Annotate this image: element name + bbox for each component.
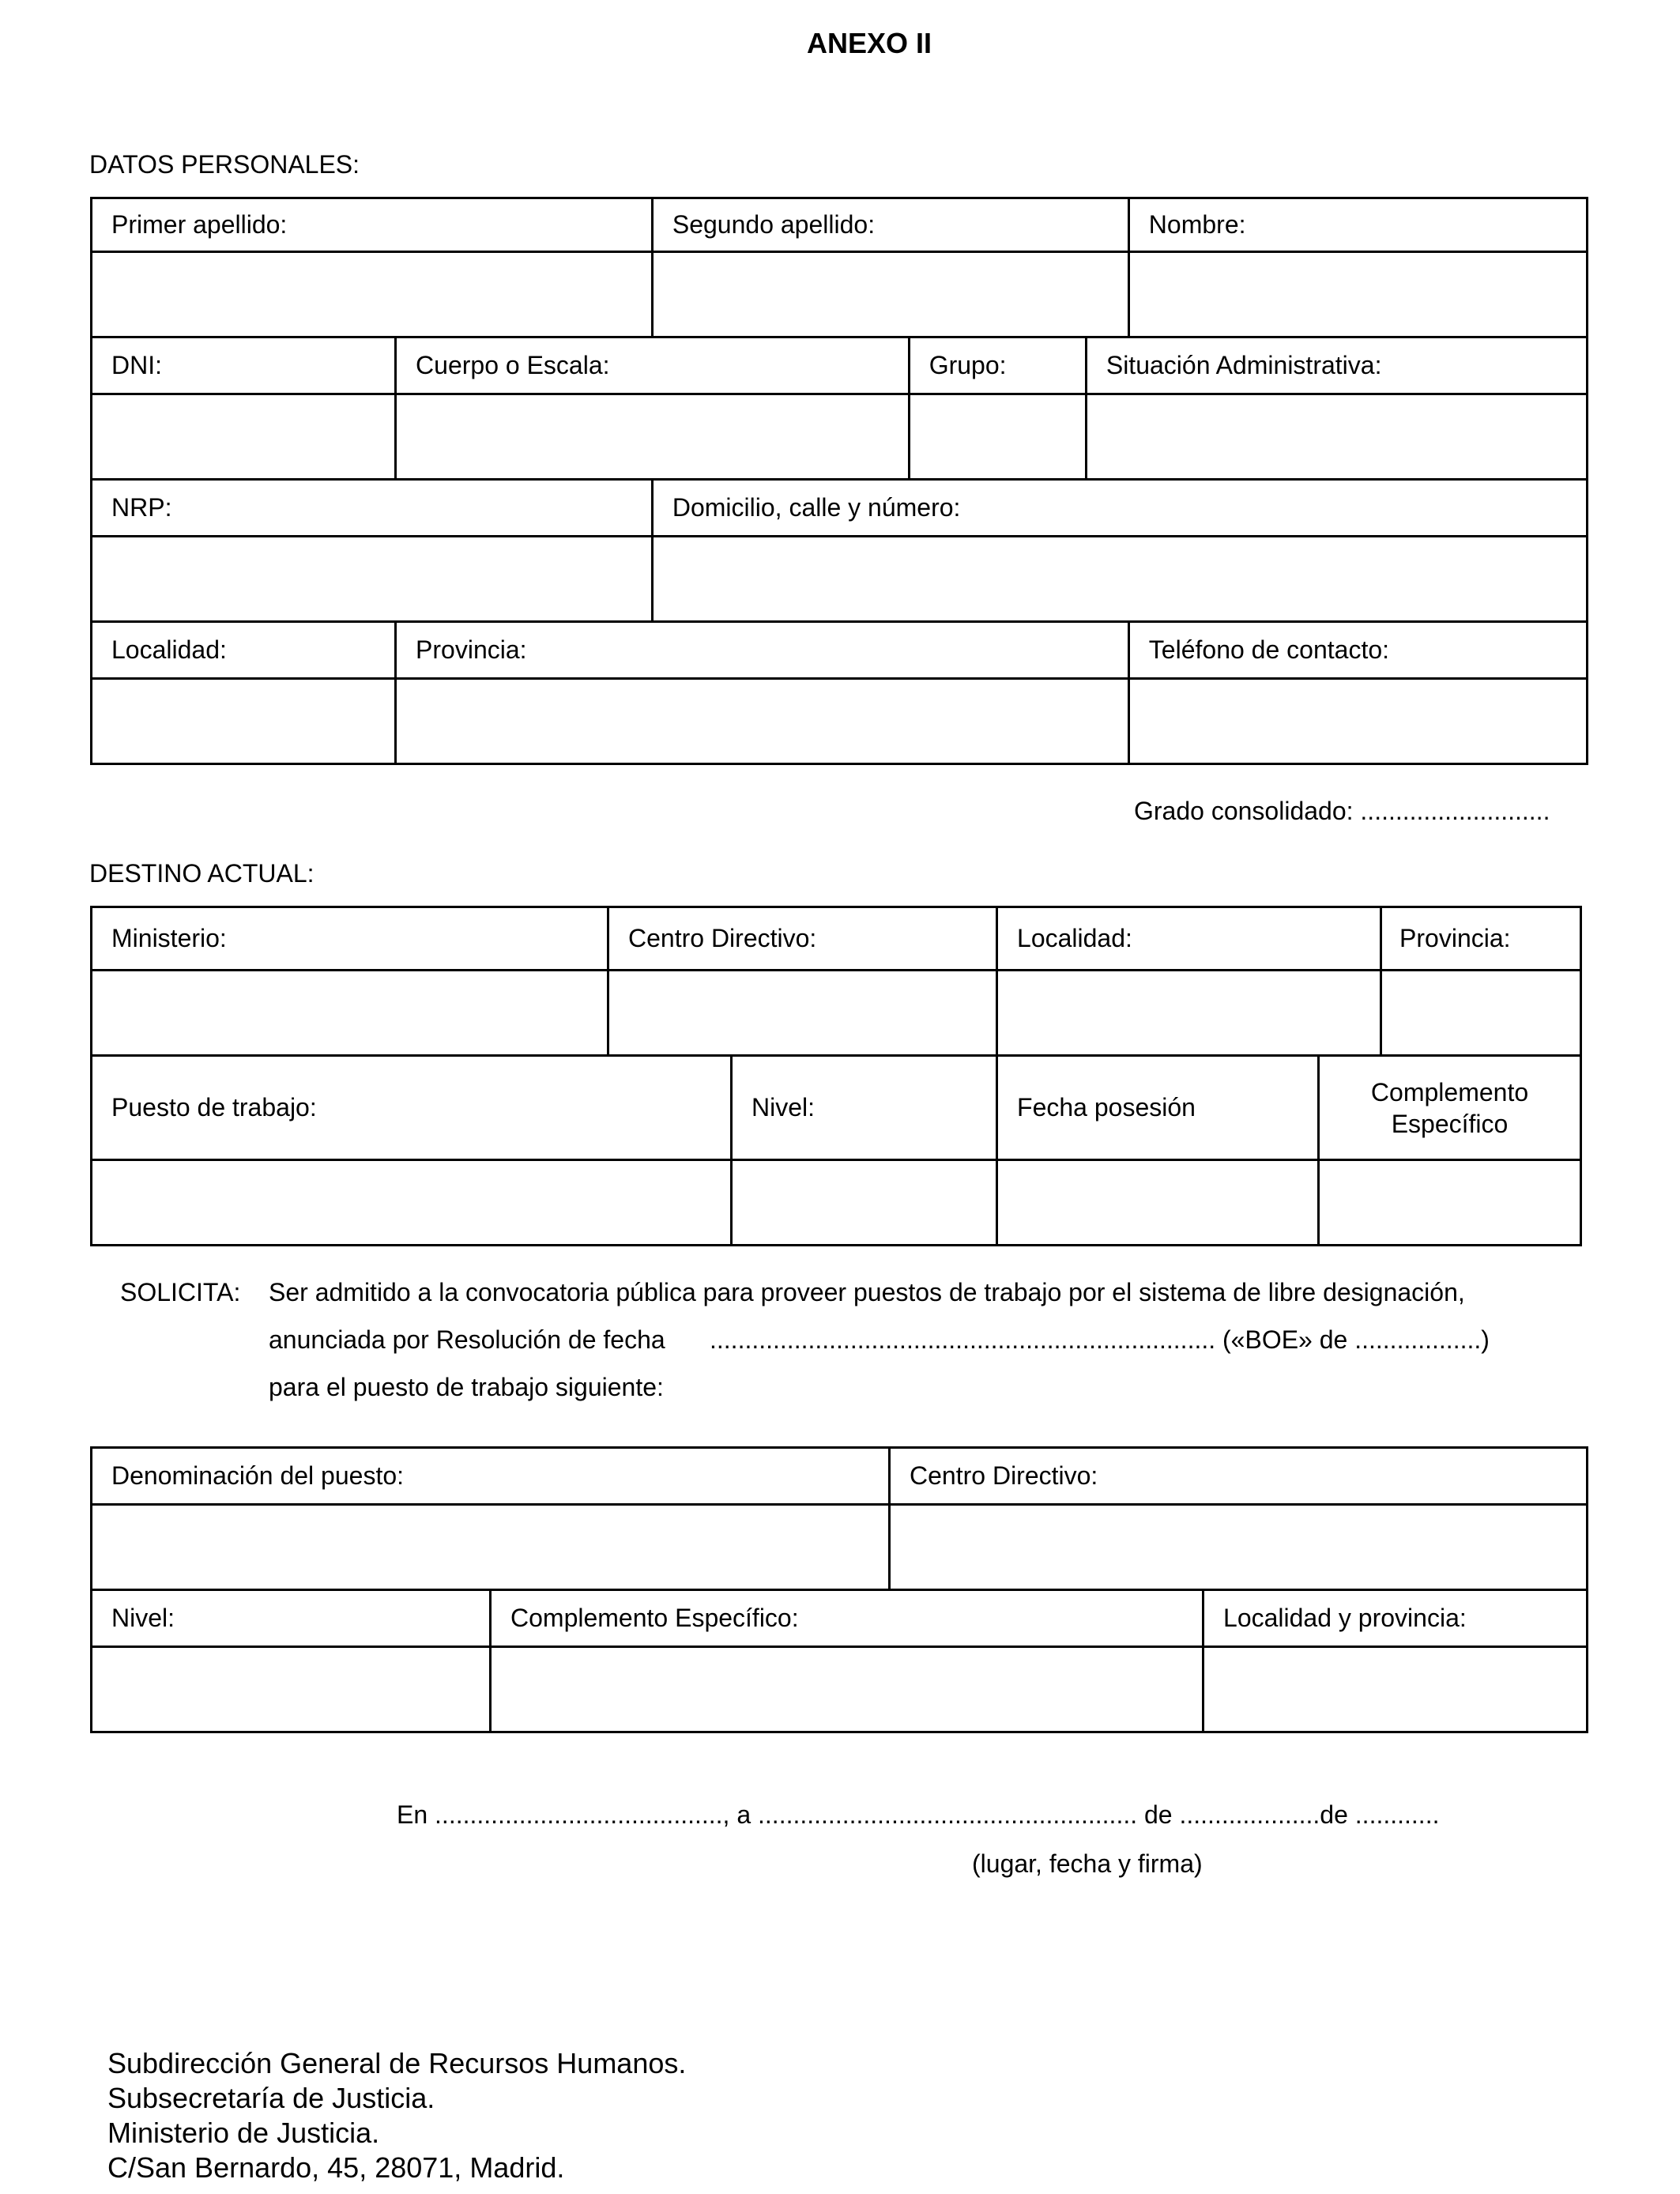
firma-caption: (lugar, fecha y firma) — [972, 1849, 1203, 1878]
label-segundo-apellido: Segundo apellido: — [652, 198, 1128, 252]
label-nombre: Nombre: — [1128, 198, 1587, 252]
address-block — [107, 2046, 686, 2185]
cuerpo-escala-field[interactable] — [396, 394, 910, 480]
localidad-field[interactable] — [92, 679, 396, 764]
provincia-destino-field[interactable] — [1381, 971, 1581, 1056]
document-title: ANEXO II — [806, 27, 932, 59]
label-domicilio: Domicilio, calle y número: — [652, 480, 1587, 537]
label-centro-directivo: Centro Directivo: — [608, 907, 997, 971]
solicita-line-3: para el puesto de trabajo siguiente: — [269, 1373, 664, 1401]
nivel-puesto-field[interactable] — [92, 1647, 491, 1732]
localidad-destino-field[interactable] — [997, 971, 1381, 1056]
segundo-apellido-field[interactable] — [652, 252, 1128, 337]
label-provincia: Provincia: — [396, 622, 1129, 679]
centro-directivo-field[interactable] — [608, 971, 997, 1056]
label-localidad-provincia: Localidad y provincia: — [1203, 1590, 1588, 1647]
nivel-destino-field[interactable] — [732, 1160, 997, 1246]
localidad-provincia-field[interactable] — [1203, 1647, 1588, 1732]
address-line-1: Subdirección General de Recursos Humanos. — [107, 2047, 687, 2079]
nombre-field[interactable] — [1128, 252, 1587, 337]
label-centro-directivo-puesto: Centro Directivo: — [890, 1448, 1588, 1505]
destino-actual-table — [90, 906, 1582, 1246]
puesto-solicitado-table — [90, 1446, 1588, 1733]
solicita-line-1: Ser admitido a la convocatoria pública para proveer puestos de trabajo por el sistema de libre designación, — [269, 1278, 1465, 1306]
label-complemento-especifico — [1319, 1056, 1581, 1160]
ministerio-field[interactable] — [92, 971, 608, 1056]
label-complemento-puesto: Complemento Específico: — [491, 1590, 1203, 1647]
solicita-line-2a: anunciada por Resolución de fecha — [269, 1325, 665, 1354]
telefono-field[interactable] — [1128, 679, 1587, 764]
label-grupo: Grupo: — [909, 337, 1086, 394]
complemento-line-2: Específico — [1391, 1109, 1509, 1138]
grado-consolidado-line: Grado consolidado: ........................... — [1134, 797, 1550, 825]
label-cuerpo-escala: Cuerpo o Escala: — [396, 337, 910, 394]
personal-data-table — [90, 197, 1588, 765]
label-nivel-destino: Nivel: — [732, 1056, 997, 1160]
label-dni: DNI: — [92, 337, 396, 394]
grupo-field[interactable] — [909, 394, 1086, 480]
label-puesto-trabajo: Puesto de trabajo: — [92, 1056, 732, 1160]
section-heading-personal: DATOS PERSONALES: — [89, 150, 360, 179]
solicita-line-2b: ........................................................................ («BOE» de ..................) — [710, 1325, 1490, 1354]
label-nivel-puesto: Nivel: — [92, 1590, 491, 1647]
address-line-2: Subsecretaría de Justicia. — [107, 2082, 435, 2114]
label-localidad: Localidad: — [92, 622, 396, 679]
firma-line: En ........................................., a ...................................................... de ....................de ............ — [397, 1800, 1440, 1829]
address-line-4: C/San Bernardo, 45, 28071, Madrid. — [107, 2151, 565, 2184]
centro-directivo-puesto-field[interactable] — [890, 1505, 1588, 1590]
label-provincia-destino: Provincia: — [1381, 907, 1581, 971]
solicita-label: SOLICITA: — [120, 1278, 241, 1306]
label-denominacion-puesto: Denominación del puesto: — [92, 1448, 890, 1505]
primer-apellido-field[interactable] — [92, 252, 653, 337]
nrp-field[interactable] — [92, 537, 653, 622]
dni-field[interactable] — [92, 394, 396, 480]
domicilio-field[interactable] — [652, 537, 1587, 622]
fecha-posesion-field[interactable] — [997, 1160, 1319, 1246]
label-primer-apellido: Primer apellido: — [92, 198, 653, 252]
label-situacion-administrativa: Situación Administrativa: — [1086, 337, 1587, 394]
label-fecha-posesion: Fecha posesión — [997, 1056, 1319, 1160]
label-localidad-destino: Localidad: — [997, 907, 1381, 971]
label-ministerio: Ministerio: — [92, 907, 608, 971]
address-line-3: Ministerio de Justicia. — [107, 2117, 380, 2149]
complemento-line-1: Complemento — [1370, 1077, 1529, 1106]
section-heading-destino: DESTINO ACTUAL: — [89, 859, 315, 888]
complemento-puesto-field[interactable] — [491, 1647, 1203, 1732]
denominacion-puesto-field[interactable] — [92, 1505, 890, 1590]
label-nrp: NRP: — [92, 480, 653, 537]
situacion-administrativa-field[interactable] — [1086, 394, 1587, 480]
puesto-trabajo-field[interactable] — [92, 1160, 732, 1246]
complemento-especifico-field[interactable] — [1319, 1160, 1581, 1246]
provincia-field[interactable] — [396, 679, 1129, 764]
label-telefono: Teléfono de contacto: — [1128, 622, 1587, 679]
